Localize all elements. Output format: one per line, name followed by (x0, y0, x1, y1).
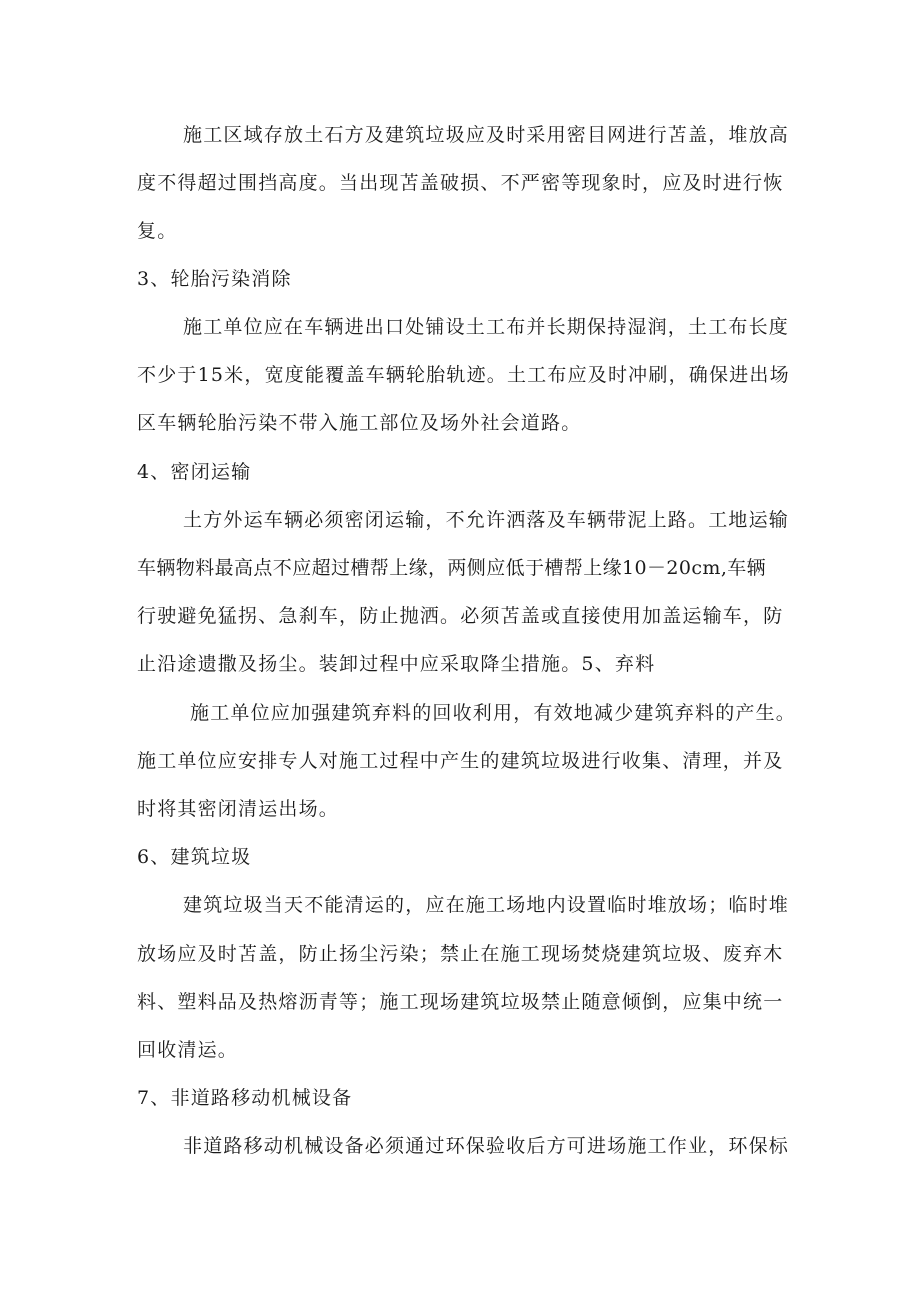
paragraph-line: 施工单位应安排专人对施工过程中产生的建筑垃圾进行收集、清理，并及 (137, 750, 784, 772)
paragraph-line: 复。 (137, 220, 178, 242)
section-heading: 6、建筑垃圾 (137, 846, 252, 868)
paragraph-line: 施工区域存放土石方及建筑垃圾应及时采用密目网进行苫盖，堆放高 (183, 124, 790, 146)
paragraph-line: 建筑垃圾当天不能清运的，应在施工场地内设置临时堆放场；临时堆 (183, 894, 790, 916)
section-heading: 7、非道路移动机械设备 (137, 1087, 353, 1109)
paragraph-line: 止沿途遗撒及扬尘。装卸过程中应采取降尘措施。5、弃料 (137, 653, 656, 675)
paragraph-line: 放场应及时苫盖，防止扬尘污染；禁止在施工现场焚烧建筑垃圾、废弃木 (137, 943, 784, 965)
paragraph-line: 土方外运车辆必须密闭运输，不允许洒落及车辆带泥上路。工地运输 (183, 509, 790, 531)
paragraph-line: 施工单位应加强建筑弃料的回收利用，有效地减少建筑弃料的产生。 (190, 702, 797, 724)
paragraph-line: 回收清运。 (137, 1039, 239, 1061)
paragraph-line: 非道路移动机械设备必须通过环保验收后方可进场施工作业，环保标 (183, 1135, 790, 1157)
paragraph-line: 行驶避免猛拐、急刹车，防止抛洒。必须苫盖或直接使用加盖运输车，防 (137, 605, 784, 627)
paragraph-line: 车辆物料最高点不应超过槽帮上缘，两侧应低于槽帮上缘10－20cm,车辆 (137, 557, 767, 579)
section-heading: 4、密闭运输 (137, 461, 252, 483)
paragraph-line: 时将其密闭清运出场。 (137, 798, 340, 820)
paragraph-line: 料、塑料品及热熔沥青等；施工现场建筑垃圾禁止随意倾倒，应集中统一 (137, 991, 784, 1013)
paragraph-line: 施工单位应在车辆进出口处铺设土工布并长期保持湿润，土工布长度 (183, 316, 790, 338)
section-heading: 3、轮胎污染消除 (137, 268, 292, 290)
paragraph-line: 不少于15米，宽度能覆盖车辆轮胎轨迹。土工布应及时冲刷，确保进出场 (137, 364, 790, 386)
paragraph-line: 度不得超过围挡高度。当出现苫盖破损、不严密等现象时，应及时进行恢 (137, 172, 784, 194)
paragraph-line: 区车辆轮胎污染不带入施工部位及场外社会道路。 (137, 412, 582, 434)
